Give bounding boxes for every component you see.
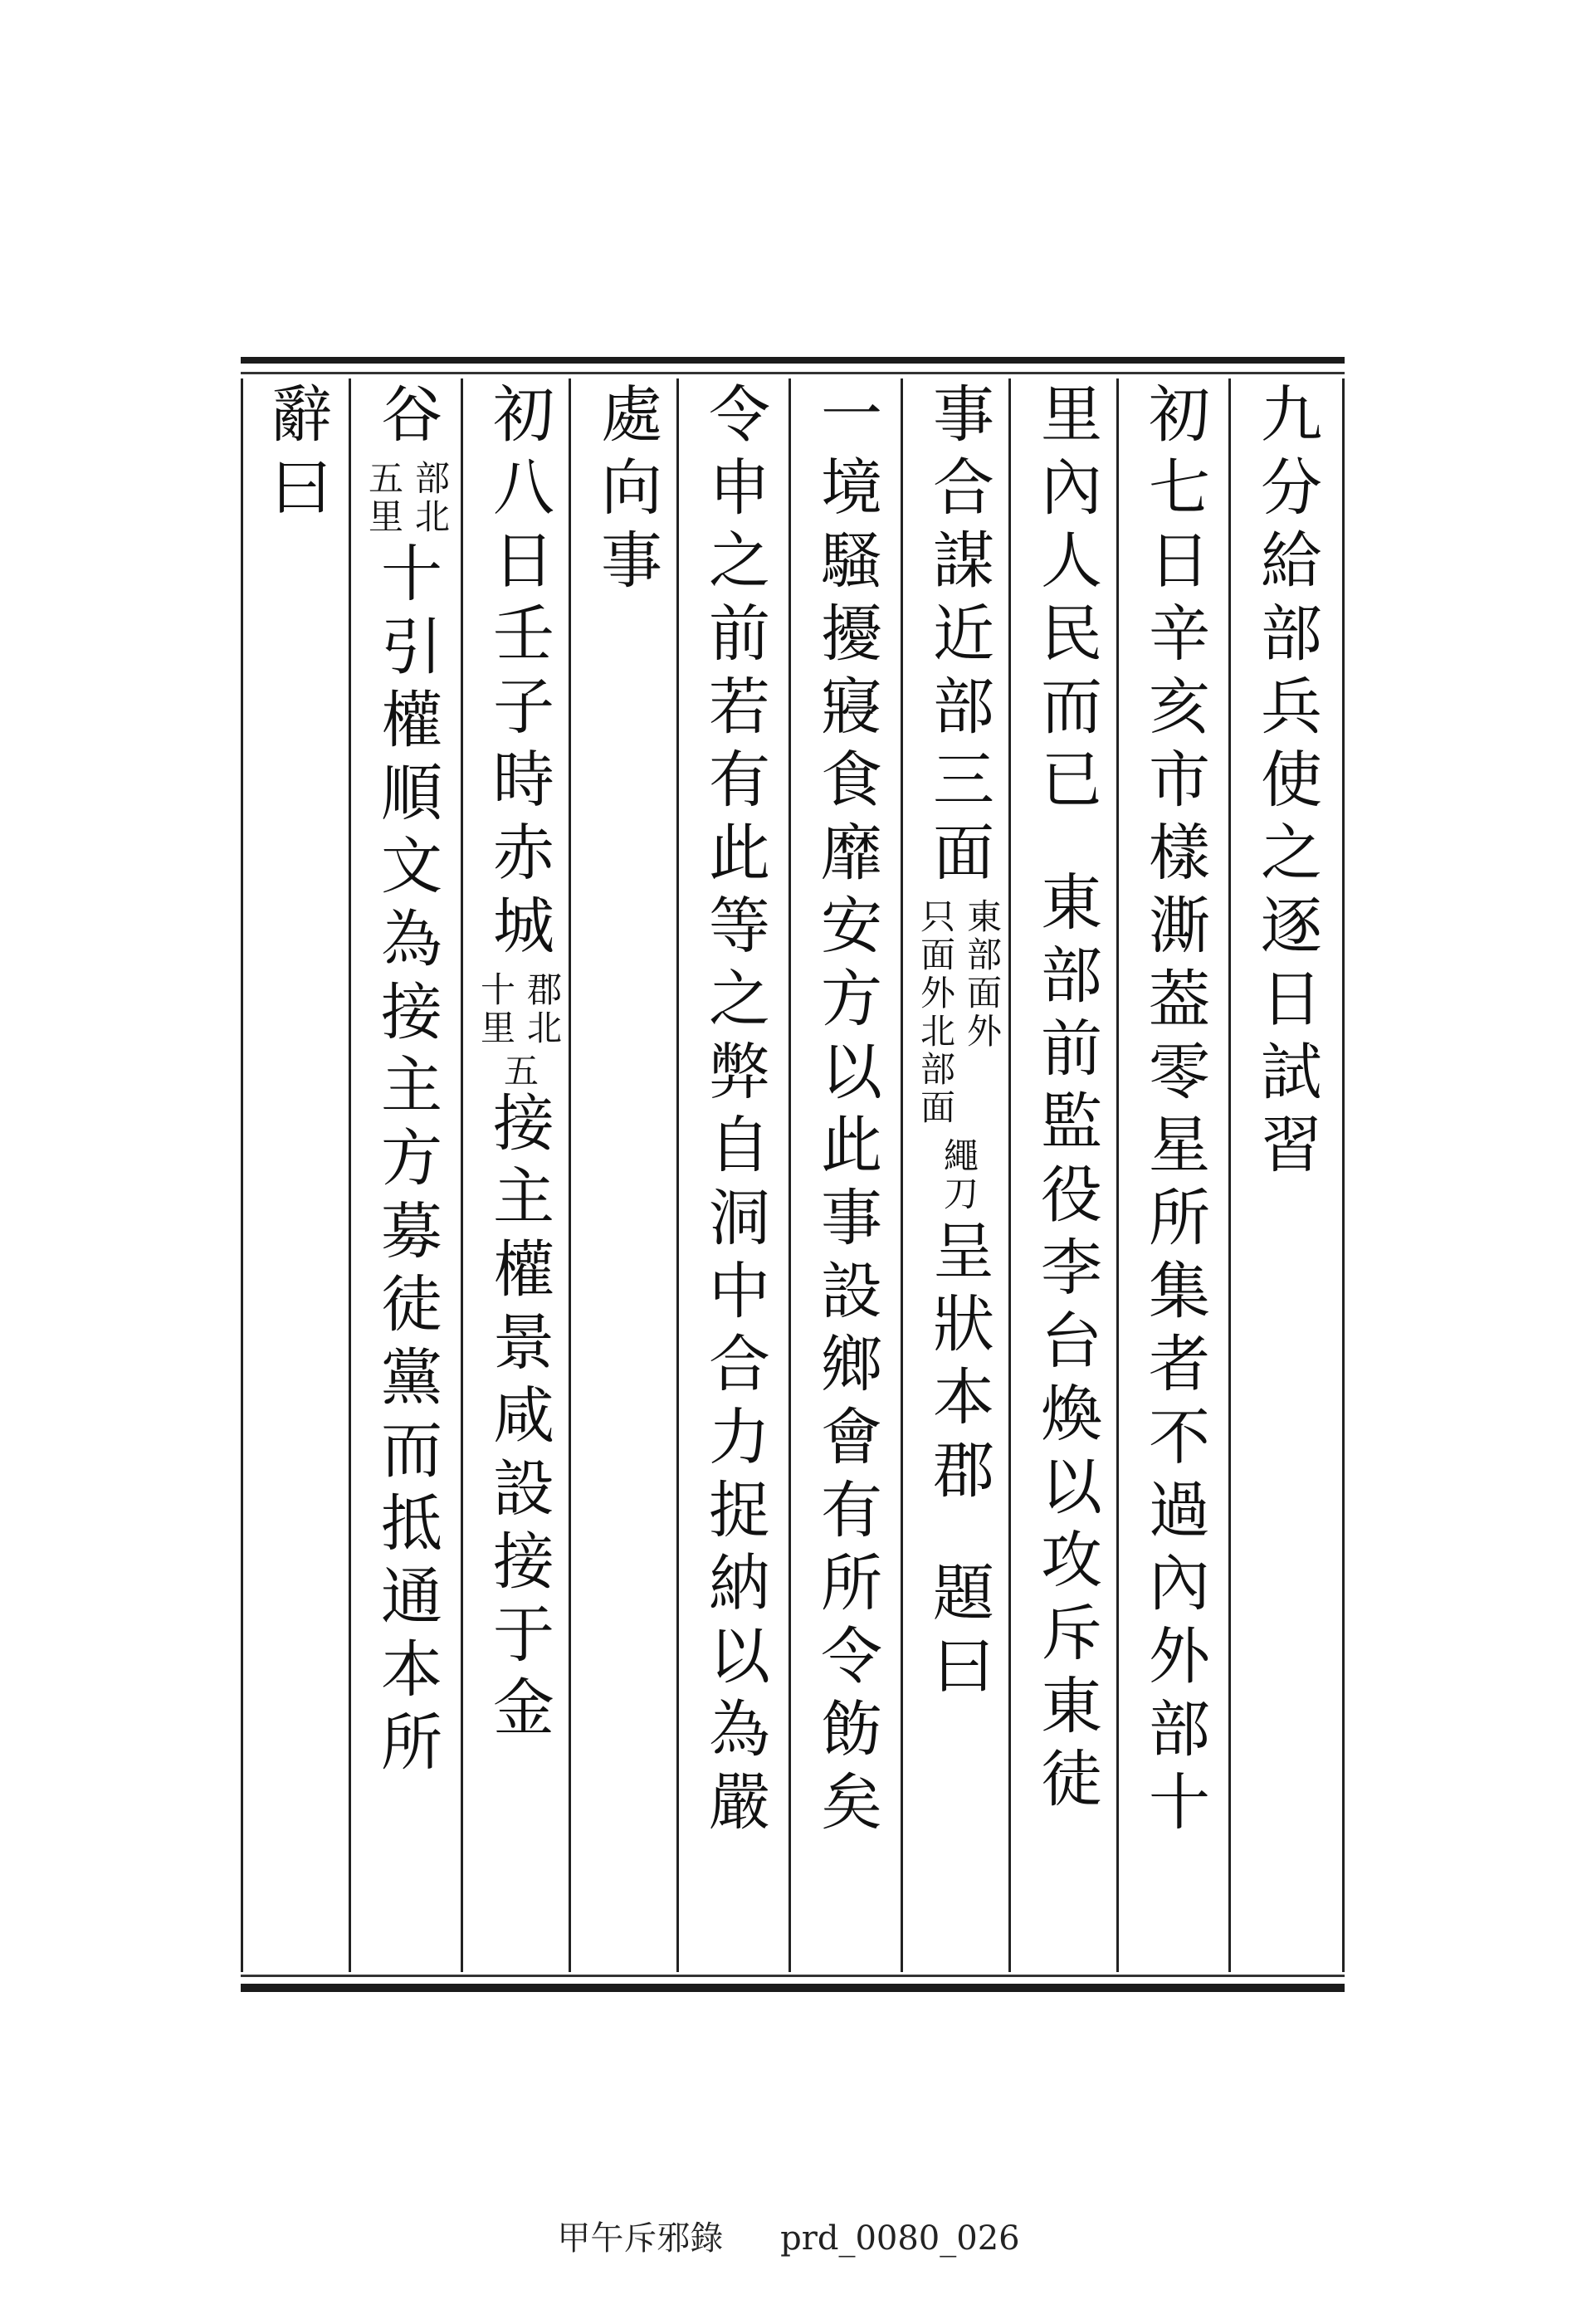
- interlinear-note: [363, 460, 451, 536]
- column-divider: [901, 378, 903, 1972]
- note-right: 東部面外: [962, 898, 1003, 1051]
- top-border-rule-inner: [241, 372, 1345, 374]
- page-footer: [0, 2212, 1577, 2259]
- column-text: 題曰: [923, 1560, 994, 1706]
- column-divider: [349, 378, 351, 1972]
- note-right: 繩刀: [939, 1137, 979, 1213]
- text-column-6: [689, 382, 780, 1967]
- column-divider: [676, 378, 679, 1972]
- note-right: 郡北: [522, 971, 563, 1047]
- column-divider: [1228, 378, 1231, 1972]
- text-column-10: [251, 382, 342, 1967]
- column-divider: [461, 378, 463, 1972]
- text-column-4: [913, 382, 1004, 1967]
- top-border-rule: [241, 357, 1345, 364]
- text-column-1: [1241, 382, 1332, 1967]
- text-column-8: [473, 382, 564, 1967]
- note-left: 十里: [476, 971, 516, 1047]
- column-divider: [788, 378, 791, 1972]
- text-column-5: [801, 382, 892, 1967]
- column-text: 接主權景咸設接于金: [483, 1091, 554, 1748]
- column-text: 東部前監役李台煥以攻斥東徒: [1031, 870, 1102, 1819]
- column-text: 谷: [371, 382, 442, 455]
- column-text: 處向事: [591, 382, 662, 601]
- interlinear-note: [915, 898, 1003, 1127]
- interlinear-note: [938, 1137, 979, 1213]
- column-text: 呈狀本郡: [923, 1218, 994, 1511]
- column-text: 一境騷擾寢食靡安方以此事設鄉會有所令飭矣: [811, 382, 882, 1843]
- text-column-7: [581, 382, 672, 1967]
- bottom-border-rule-inner: [241, 1975, 1345, 1977]
- text-column-9: [361, 382, 452, 1967]
- text-column-3: [1021, 382, 1112, 1967]
- column-divider: [569, 378, 571, 1972]
- column-divider: [1116, 378, 1119, 1972]
- column-text: 初八日壬子時赤城: [483, 382, 554, 966]
- text-frame: [241, 357, 1345, 1992]
- column-text: 九分給部兵使之逐日試習: [1251, 382, 1322, 1185]
- bottom-border-rule: [241, 1984, 1345, 1992]
- column-text: 事合謀近部三面: [923, 382, 994, 893]
- note-left: 只面外北部面: [915, 898, 956, 1127]
- column-text: 十引權順文為接主方募徒黨而抵通本所: [371, 541, 442, 1783]
- note-right: 部北: [410, 460, 451, 536]
- interlinear-note: [475, 971, 563, 1047]
- column-text: 辭曰: [261, 382, 332, 528]
- note-single: 五: [499, 1052, 540, 1091]
- note-left: 五里: [364, 460, 404, 536]
- column-text: 初七日辛亥市樣澌葢零星所集者不過內外部十: [1139, 382, 1210, 1843]
- column-text: 里內人民而已: [1031, 382, 1102, 820]
- column-divider: [241, 378, 243, 1972]
- footer-title: 甲午斥邪錄: [557, 2219, 724, 2258]
- column-divider: [1342, 378, 1345, 1972]
- column-text: 令申之前若有此等之弊自洞中合力捉納以為嚴: [699, 382, 770, 1843]
- footer-code: prd_0080_026: [780, 2219, 1020, 2258]
- text-column-2: [1129, 382, 1220, 1967]
- column-divider: [1008, 378, 1011, 1972]
